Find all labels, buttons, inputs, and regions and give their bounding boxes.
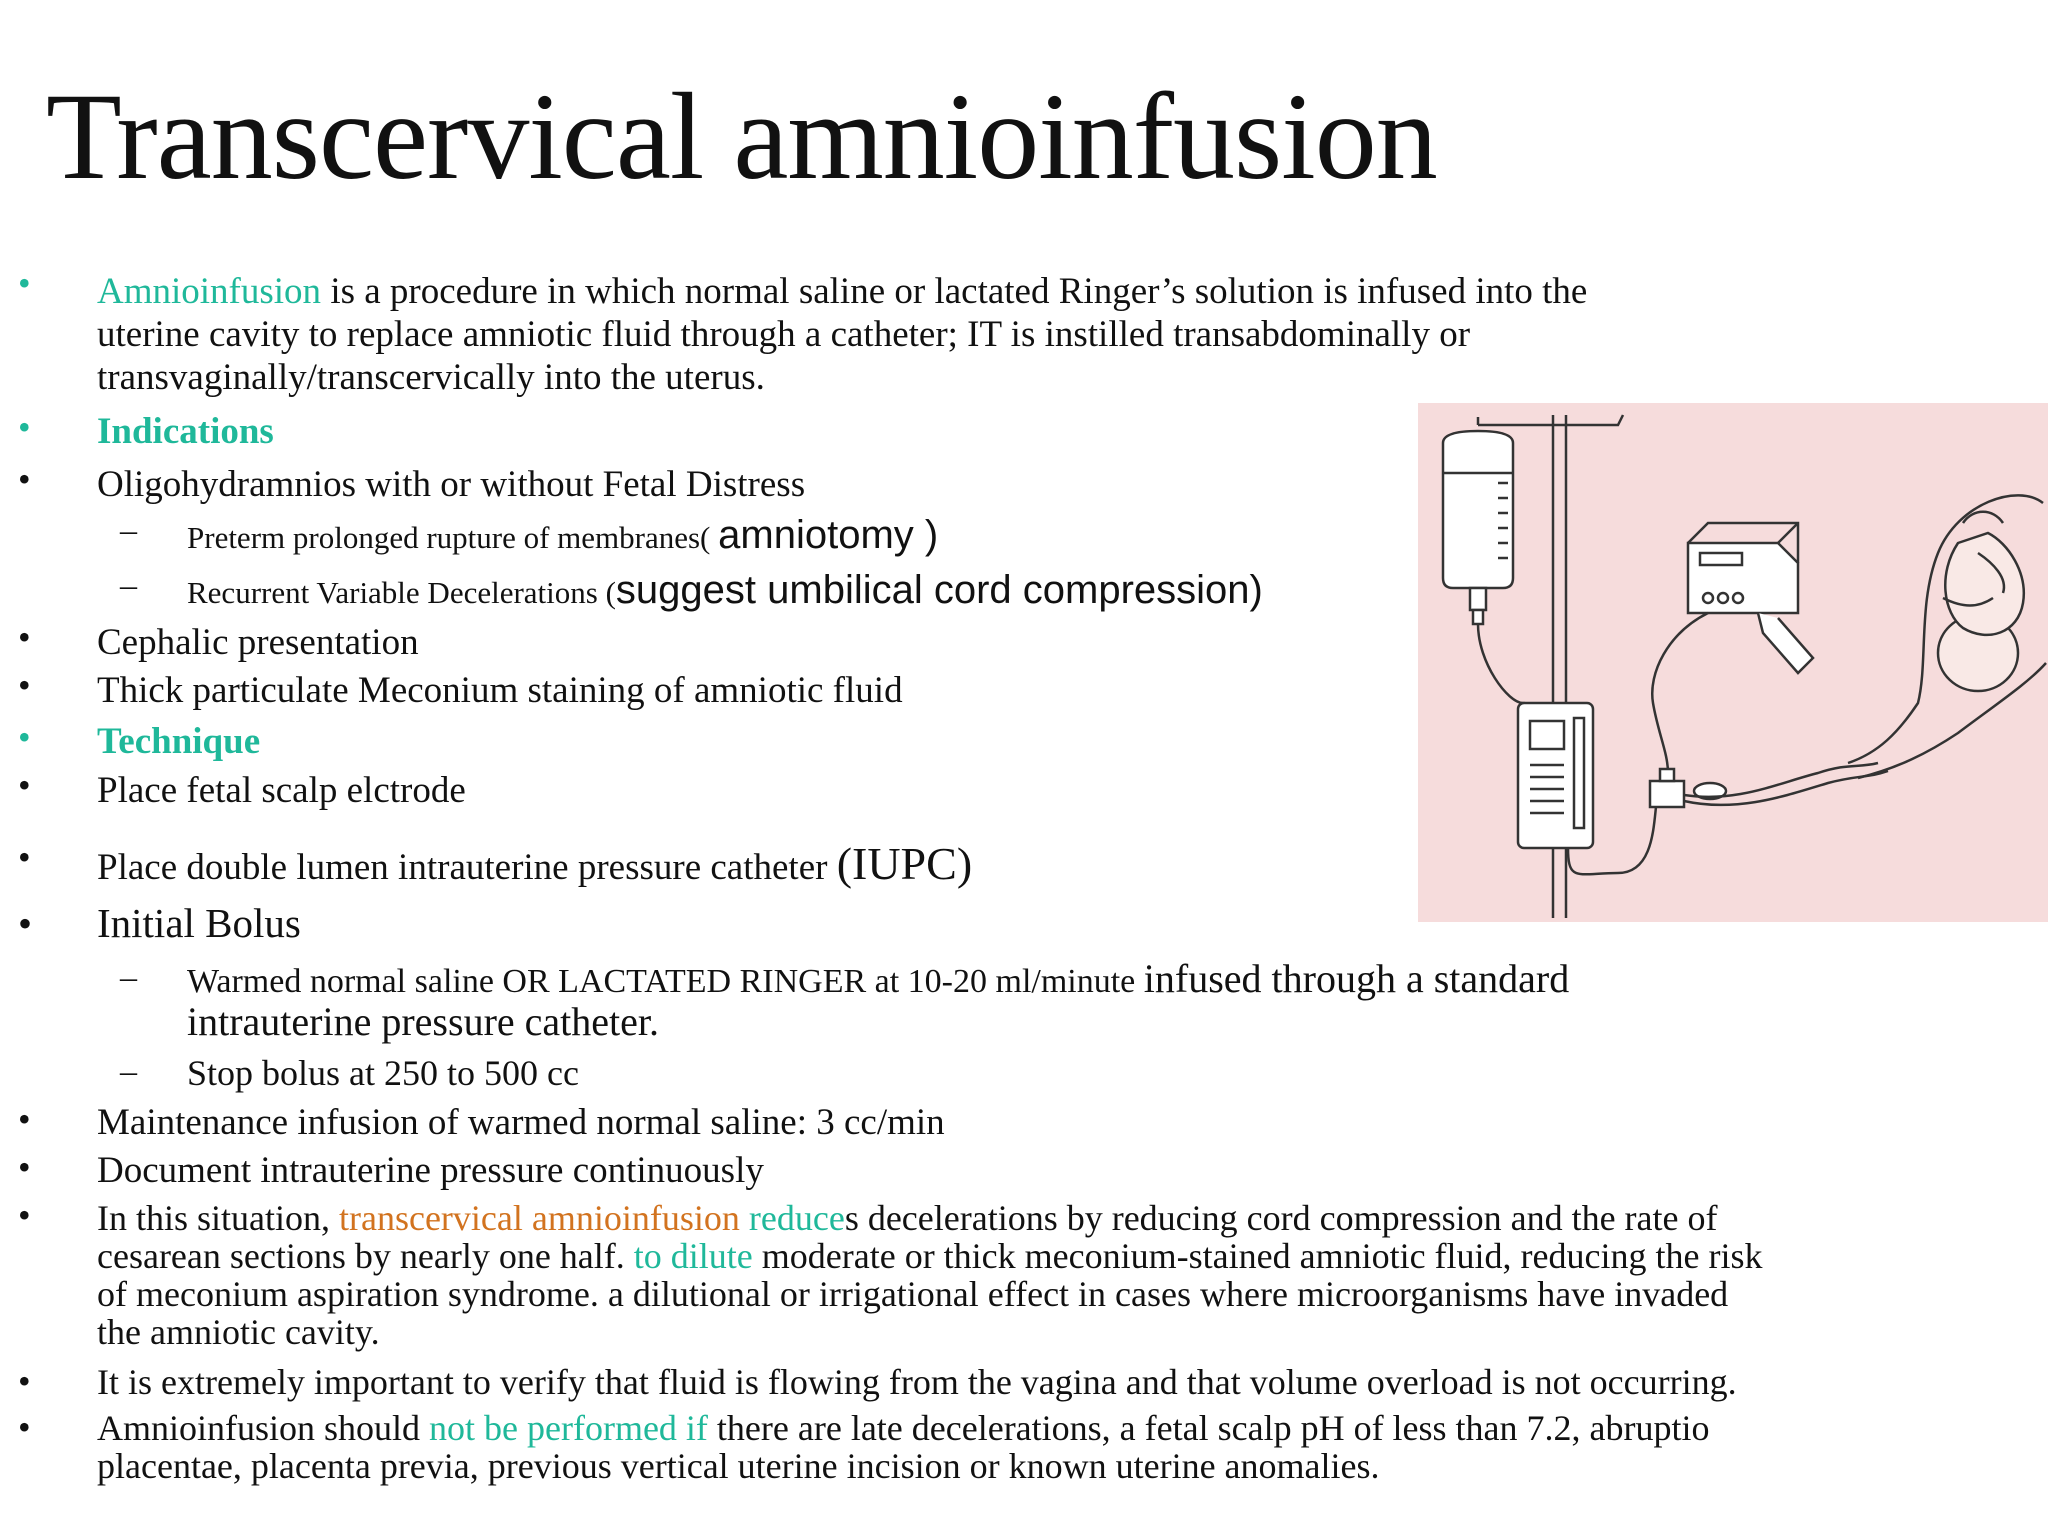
indication-recurrent-decelerations <box>187 569 1263 614</box>
technique-fse: Place fetal scalp elctrode <box>97 770 466 811</box>
bullet-marker: • <box>18 459 31 499</box>
bullet-marker: • <box>18 901 33 946</box>
situation-line-2 <box>97 1237 1762 1276</box>
bullet-marker: • <box>18 1099 31 1139</box>
intro-line-3: transvaginally/transcervically into the uterus. <box>97 357 765 398</box>
contra-rest: there are late decelerations, a fetal scalp pH of less than 7.2, abruptio <box>707 1408 1710 1448</box>
intro-text: is a procedure in which normal saline or lactated Ringer’s solution is infused into the <box>321 271 1588 312</box>
amnioinfusion-illustration <box>1418 403 2048 922</box>
bullet-marker: • <box>18 407 31 447</box>
situation-prefix: In this situation, <box>97 1198 339 1238</box>
dash-marker: – <box>120 959 137 996</box>
cord-compression-text: suggest umbilical cord compression) <box>615 568 1263 612</box>
intro-line-1 <box>97 272 1587 311</box>
contra-green-text: not be performed if <box>429 1408 708 1448</box>
technique-stop-bolus: Stop bolus at 250 to 500 cc <box>187 1053 579 1093</box>
bullet-marker: • <box>18 617 31 657</box>
indication-cephalic: Cephalic presentation <box>97 622 419 663</box>
contra-line-2: placentae, placenta previa, previous vertical uterine incision or known uterine anomalies. <box>97 1446 1380 1486</box>
preterm-text: Preterm prolonged rupture of membranes( <box>187 520 719 555</box>
contra-prefix: Amnioinfusion should <box>97 1408 430 1448</box>
iupc-abbrev: (IUPC) <box>836 838 973 889</box>
situation-rest: s decelerations by reducing cord compression and the rate of <box>844 1198 1718 1238</box>
indication-meconium: Thick particulate Meconium staining of amniotic fluid <box>97 670 903 711</box>
situation-line-1 <box>97 1199 1718 1238</box>
indications-heading: Indications <box>97 411 274 452</box>
bullet-marker: • <box>18 1195 31 1235</box>
bullet-marker: • <box>18 1407 31 1447</box>
bullet-marker: • <box>18 717 31 757</box>
situation-line-4: the amniotic cavity. <box>97 1312 380 1352</box>
technique-heading: Technique <box>97 721 261 762</box>
dash-marker: – <box>120 512 137 549</box>
fetus-body <box>1945 533 2024 635</box>
intro-line-2: uterine cavity to replace amniotic fluid through a catheter; IT is instilled transabdominally or <box>97 314 1471 355</box>
bullet-marker: • <box>18 837 31 877</box>
situation-line2-rest: moderate or thick meconium-stained amniotic fluid, reducing the risk <box>752 1236 1763 1276</box>
technique-warmed-line-1 <box>187 958 1569 1003</box>
iv-hook <box>1478 415 1623 425</box>
bullet-marker: • <box>18 1147 31 1187</box>
technique-document: Document intrauterine pressure continuously <box>97 1150 764 1191</box>
technique-warmed-line-2: intrauterine pressure catheter. <box>187 999 659 1044</box>
amnioinfusion-diagram <box>1418 403 2048 922</box>
iupc-text: Place double lumen intrauterine pressure catheter <box>97 847 837 888</box>
amniotomy-text: amniotomy ) <box>718 513 939 557</box>
dash-marker: – <box>120 567 137 604</box>
situation-green-text: reduce <box>739 1198 845 1238</box>
technique-maintenance: Maintenance infusion of warmed normal saline: 3 cc/min <box>97 1102 945 1143</box>
situation-orange-text: transcervical amnioinfusion <box>339 1198 740 1238</box>
bullet-marker: • <box>18 665 31 705</box>
technique-iupc <box>97 838 973 889</box>
slide-title: Transcervical amnioinfusion <box>46 68 1437 205</box>
contra-line-1 <box>97 1409 1710 1448</box>
indication-preterm <box>187 514 938 559</box>
iv-bag <box>1443 431 1513 588</box>
recurrent-text: Recurrent Variable Decelerations ( <box>187 575 616 610</box>
situation-dilute-text: to dilute <box>633 1236 753 1276</box>
monitor-cable <box>1652 613 1708 773</box>
warmed-text: Warmed normal saline OR LACTATED RINGER at 10-20 ml/minute <box>187 963 1144 1000</box>
verify-text: It is extremely important to verify that fluid is flowing from the vagina and that volume overload is not occurring. <box>97 1362 1737 1402</box>
standard-catheter-text: infused through a standard <box>1143 956 1570 1001</box>
situation-line-3: of meconium aspiration syndrome. a dilutional or irrigational effect in cases where microorganisms have invaded <box>97 1274 1729 1314</box>
bullet-marker: • <box>18 765 31 805</box>
amnioinfusion-term: Amnioinfusion <box>97 271 322 312</box>
indication-oligohydramnios: Oligohydramnios with or without Fetal Distress <box>97 464 806 505</box>
bullet-marker: • <box>18 263 31 303</box>
bullet-marker: • <box>18 1361 31 1401</box>
situation-line2-prefix: cesarean sections by nearly one half. <box>97 1236 634 1276</box>
dash-marker: – <box>120 1053 137 1090</box>
technique-initial-bolus: Initial Bolus <box>97 900 301 946</box>
transducer <box>1650 781 1684 807</box>
